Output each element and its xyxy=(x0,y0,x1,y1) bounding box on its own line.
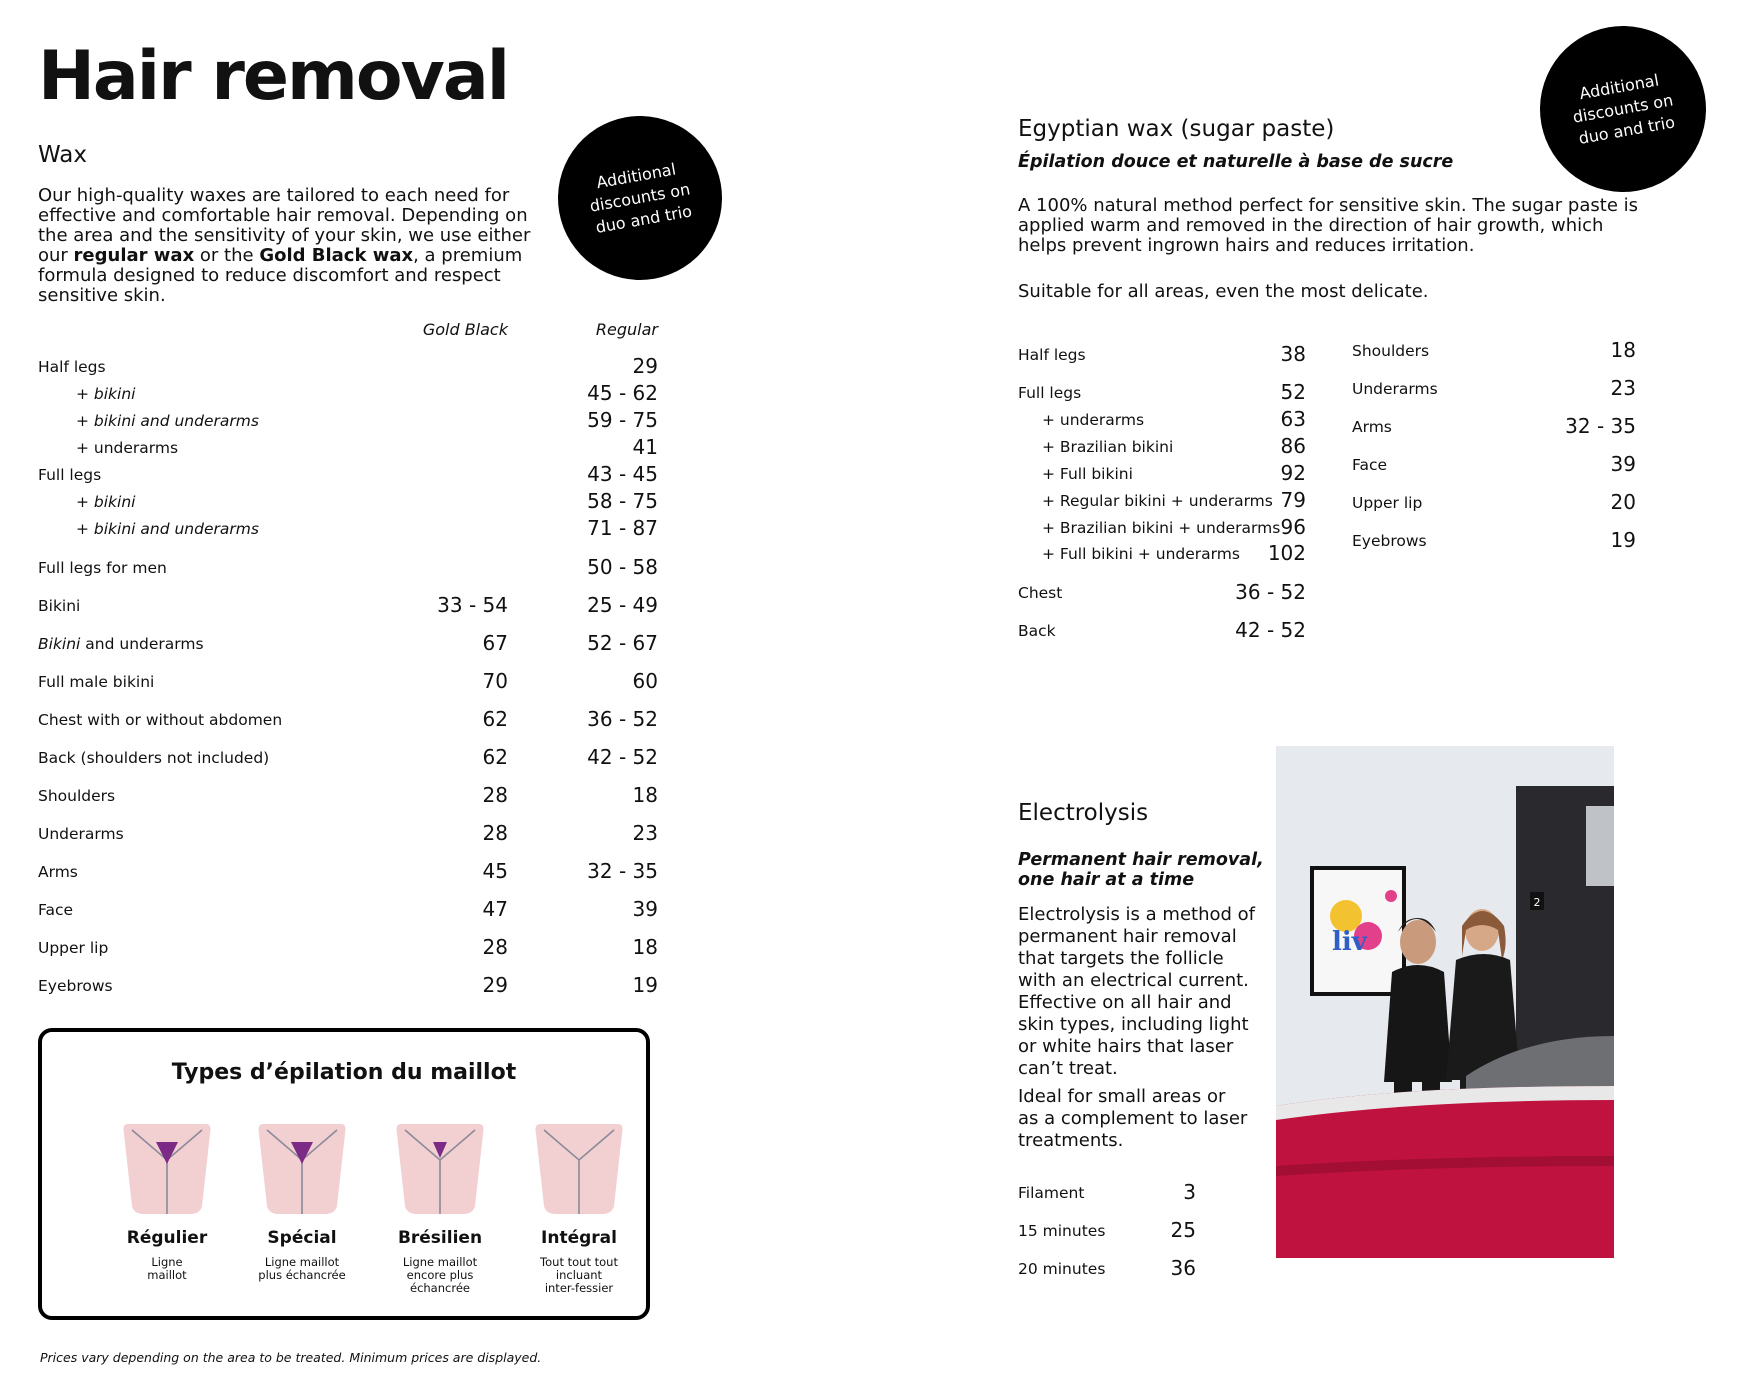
wax-row-label-italic: Bikini xyxy=(38,635,81,653)
bikini-type-name: Intégral xyxy=(541,1228,617,1248)
wax-row xyxy=(38,404,658,430)
bikini-desc-line: encore plus xyxy=(406,1268,474,1282)
wax-row-label: + bikini xyxy=(76,493,136,511)
wax-row-label: Face xyxy=(38,901,74,919)
regular-price: 52 - 67 xyxy=(587,631,658,655)
wax-row xyxy=(38,551,658,577)
wax-row xyxy=(38,377,658,403)
bikini-type-2 xyxy=(237,1120,367,1286)
bikini-desc-line: Ligne maillot xyxy=(402,1255,478,1269)
egyptian-row-price: 42 - 52 xyxy=(1235,618,1306,642)
egyptian-row-price: 63 xyxy=(1280,407,1306,431)
regular-price: 59 - 75 xyxy=(587,408,658,432)
wax-row xyxy=(38,589,658,615)
regular-price: 36 - 52 xyxy=(587,707,658,731)
bikini-diagram-icon xyxy=(120,1120,214,1216)
bikini-desc-line: inter-fessier xyxy=(544,1281,614,1295)
regular-price: 18 xyxy=(632,935,658,959)
egyptian-row-label: Half legs xyxy=(1018,346,1086,364)
egyptian-row-price: 86 xyxy=(1280,434,1306,458)
regular-price: 43 - 45 xyxy=(587,462,658,486)
price-footnote: Prices vary depending on the area to be treated. Minimum prices are displayed. xyxy=(40,1350,542,1365)
electrolysis-subtitle-line: one hair at a time xyxy=(1018,870,1195,890)
wax-row-label: Chest with or without abdomen xyxy=(38,711,283,729)
bikini-type-desc xyxy=(514,1255,644,1295)
wax-row-label: + underarms xyxy=(76,439,179,457)
regular-price: 23 xyxy=(632,821,658,845)
gold-black-price: 67 xyxy=(482,631,508,655)
wax-intro xyxy=(38,186,558,306)
regular-price: 41 xyxy=(632,435,658,459)
electrolysis-row-label: Filament xyxy=(1018,1184,1085,1202)
egyptian-row xyxy=(1018,457,1306,483)
regular-price: 39 xyxy=(632,897,658,921)
egyptian-row-label: + Regular bikini + underarms xyxy=(1042,492,1273,510)
egyptian-row-label: Eyebrows xyxy=(1352,532,1427,550)
regular-price: 58 - 75 xyxy=(587,489,658,513)
bikini-desc-line: Ligne maillot xyxy=(264,1255,340,1269)
wax-row xyxy=(38,741,658,767)
egyptian-row xyxy=(1018,403,1306,429)
bikini-diagram-icon xyxy=(532,1120,626,1216)
regular-price: 19 xyxy=(632,973,658,997)
gold-black-price: 28 xyxy=(482,935,508,959)
wax-row xyxy=(38,485,658,511)
bikini-type-desc xyxy=(102,1256,232,1286)
wax-row-label: + bikini xyxy=(76,385,136,403)
egyptian-row-price: 19 xyxy=(1610,528,1636,552)
egyptian-row xyxy=(1018,430,1306,456)
discount-badge-text: Additional discounts on duo and trio xyxy=(588,159,694,237)
electrolysis-description: Electrolysis is a method of permanent hair removal that targets the follicle with an electrical current. Effective on all hair and skin types, including light or white hairs that laser can’t treat. xyxy=(1018,904,1255,1079)
egyptian-row-label: Underarms xyxy=(1352,380,1438,398)
page-title: Hair removal xyxy=(38,37,509,116)
egyptian-row xyxy=(1352,334,1636,360)
egyptian-row xyxy=(1352,524,1636,550)
egyptian-row-label: + Brazilian bikini xyxy=(1042,438,1174,456)
regular-price: 45 - 62 xyxy=(587,381,658,405)
egyptian-heading: Egyptian wax (sugar paste) xyxy=(1018,116,1335,142)
salon-photo xyxy=(1276,746,1614,1258)
wax-row-label: Shoulders xyxy=(38,787,116,805)
egyptian-row-price: 52 xyxy=(1280,380,1306,404)
electrolysis-subtitle xyxy=(1018,850,1264,890)
bikini-diagram-icon xyxy=(393,1120,487,1216)
electrolysis-row-label: 20 minutes xyxy=(1018,1260,1106,1278)
regular-price: 32 - 35 xyxy=(587,859,658,883)
bikini-type-4 xyxy=(514,1120,644,1295)
gold-black-price: 29 xyxy=(482,973,508,997)
wax-row xyxy=(38,817,658,843)
egyptian-subtitle: Épilation douce et naturelle à base de sucre xyxy=(1018,152,1454,172)
regular-price: 60 xyxy=(632,669,658,693)
bikini-type-1 xyxy=(102,1120,232,1286)
gold-black-price: 33 - 54 xyxy=(437,593,508,617)
wax-row xyxy=(38,431,658,457)
bikini-types-title: Types d’épilation du maillot xyxy=(171,1060,517,1085)
salon-scene-illustration xyxy=(1276,746,1614,1258)
electrolysis-subtitle-line: Permanent hair removal, xyxy=(1018,850,1264,870)
bikini-types-box xyxy=(38,1028,650,1320)
egyptian-row-label: Face xyxy=(1352,456,1388,474)
bikini-desc-line: maillot xyxy=(147,1268,187,1282)
wax-row-label: Half legs xyxy=(38,358,106,376)
wax-row xyxy=(38,855,658,881)
egyptian-description: A 100% natural method perfect for sensitive skin. The sugar paste is applied warm and removed in the direction of hair growth, which helps prevent ingrown hairs and reduces irritation. xyxy=(1018,195,1638,256)
wax-row xyxy=(38,969,658,995)
gold-black-price: 28 xyxy=(482,783,508,807)
wax-row-label: Full male bikini xyxy=(38,673,155,691)
egyptian-row xyxy=(1352,372,1636,398)
wax-row-label: Underarms xyxy=(38,825,124,843)
egyptian-row-price: 32 - 35 xyxy=(1565,414,1636,438)
egyptian-row-label: Chest xyxy=(1018,584,1063,602)
wax-row xyxy=(38,931,658,957)
gold-black-price: 28 xyxy=(482,821,508,845)
wax-row xyxy=(38,350,658,376)
gold-black-price: 70 xyxy=(482,669,508,693)
egyptian-row xyxy=(1018,484,1306,510)
egyptian-row xyxy=(1018,376,1306,402)
egyptian-row xyxy=(1018,338,1306,364)
egyptian-row-price: 20 xyxy=(1610,490,1636,514)
bikini-type-3 xyxy=(375,1120,505,1295)
egyptian-row-label: Upper lip xyxy=(1352,494,1423,512)
wax-intro-part: Our high-quality waxes are tailored to each need for effective and comfortable hair removal. Depending on the area and the sensitivity of your skin, we use either our xyxy=(38,185,531,266)
regular-price: 25 - 49 xyxy=(587,593,658,617)
wax-row-label: Arms xyxy=(38,863,78,881)
wax-row xyxy=(38,458,658,484)
egyptian-suitable: Suitable for all areas, even the most delicate. xyxy=(1018,281,1429,302)
egyptian-row-label: + underarms xyxy=(1042,411,1145,429)
egyptian-row-price: 18 xyxy=(1610,338,1636,362)
col-header-regular: Regular xyxy=(595,320,658,339)
poster-logo: liv xyxy=(1332,927,1367,957)
egyptian-row-price: 102 xyxy=(1267,541,1306,565)
bikini-type-name: Brésilien xyxy=(397,1228,483,1248)
wax-row-label: Full legs xyxy=(38,466,102,484)
egyptian-row-price: 23 xyxy=(1610,376,1636,400)
egyptian-row-label: Back xyxy=(1018,622,1056,640)
egyptian-row-label: Shoulders xyxy=(1352,342,1430,360)
egyptian-row xyxy=(1018,576,1306,602)
egyptian-row-label: + Full bikini xyxy=(1042,465,1133,483)
wax-row xyxy=(38,627,658,653)
wax-row-label: Bikini xyxy=(38,597,81,615)
gold-black-wax-label: Gold Black wax xyxy=(259,245,414,266)
bikini-desc-line: Tout tout tout xyxy=(540,1255,618,1269)
electrolysis-row-price: 36 xyxy=(1170,1256,1196,1280)
egyptian-row xyxy=(1352,410,1636,436)
electrolysis-row xyxy=(1018,1176,1196,1202)
discount-badge-egyptian xyxy=(1527,13,1719,205)
wax-row-label-rest: and underarms xyxy=(80,635,204,653)
regular-price: 50 - 58 xyxy=(587,555,658,579)
wax-row xyxy=(38,665,658,691)
egyptian-row xyxy=(1018,511,1306,537)
wax-heading: Wax xyxy=(38,142,87,168)
gold-black-price: 62 xyxy=(482,707,508,731)
wax-intro-part: , a premium formula designed to reduce discomfort and respect sensitive skin. xyxy=(38,245,523,306)
discount-badge-wax xyxy=(545,103,735,293)
gold-black-price: 47 xyxy=(482,897,508,921)
regular-price: 29 xyxy=(632,354,658,378)
electrolysis-heading: Electrolysis xyxy=(1018,800,1149,826)
col-header-gold-black: Gold Black xyxy=(422,320,508,339)
egyptian-row xyxy=(1018,614,1306,640)
bikini-type-desc xyxy=(237,1256,367,1286)
egyptian-row-label: Arms xyxy=(1352,418,1392,436)
gold-black-price: 45 xyxy=(482,859,508,883)
regular-price: 42 - 52 xyxy=(587,745,658,769)
door-number: 2 xyxy=(1533,896,1541,909)
egyptian-row-price: 38 xyxy=(1280,342,1306,366)
wax-row xyxy=(38,703,658,729)
egyptian-row xyxy=(1352,486,1636,512)
regular-wax-label: regular wax xyxy=(73,245,195,266)
regular-price: 18 xyxy=(632,783,658,807)
wax-row-label xyxy=(38,635,204,653)
egyptian-row xyxy=(1352,448,1636,474)
wax-row-label: Full legs for men xyxy=(38,559,167,577)
wax-row-label: Upper lip xyxy=(38,939,109,957)
egyptian-row-price: 39 xyxy=(1610,452,1636,476)
wax-row-label: Eyebrows xyxy=(38,977,113,995)
bikini-type-name: Spécial xyxy=(267,1228,337,1248)
wax-row-label: Back (shoulders not included) xyxy=(38,749,270,767)
bikini-desc-line: Ligne xyxy=(151,1255,183,1269)
wax-row-label: + bikini and underarms xyxy=(76,412,259,430)
wax-row xyxy=(38,893,658,919)
wax-row xyxy=(38,779,658,805)
bikini-type-desc xyxy=(375,1255,505,1295)
electrolysis-ideal: Ideal for small areas or as a complement to laser treatments. xyxy=(1018,1086,1248,1151)
regular-price: 71 - 87 xyxy=(587,516,658,540)
bikini-desc-line: incluant xyxy=(555,1268,603,1282)
wax-intro-part: or the xyxy=(194,245,260,266)
egyptian-row-label: Full legs xyxy=(1018,384,1082,402)
wax-row-label: + bikini and underarms xyxy=(76,520,259,538)
electrolysis-row xyxy=(1018,1214,1196,1240)
bikini-desc-line: échancrée xyxy=(410,1281,470,1295)
bikini-type-name: Régulier xyxy=(126,1228,208,1248)
electrolysis-row-price: 3 xyxy=(1183,1180,1196,1204)
gold-black-price: 62 xyxy=(482,745,508,769)
egyptian-row-price: 36 - 52 xyxy=(1235,580,1306,604)
egyptian-row-price: 79 xyxy=(1280,488,1306,512)
discount-badge-text: Additional discounts on duo and trio xyxy=(1571,70,1677,148)
electrolysis-row-label: 15 minutes xyxy=(1018,1222,1106,1240)
electrolysis-row-price: 25 xyxy=(1170,1218,1196,1242)
wax-row xyxy=(38,512,658,538)
egyptian-row-price: 92 xyxy=(1280,461,1306,485)
egyptian-row xyxy=(1018,537,1306,563)
egyptian-row-label: + Brazilian bikini + underarms xyxy=(1042,519,1281,537)
bikini-desc-line: plus échancrée xyxy=(258,1268,346,1282)
bikini-diagram-icon xyxy=(255,1120,349,1216)
electrolysis-row xyxy=(1018,1252,1196,1278)
egyptian-row-price: 96 xyxy=(1280,515,1306,539)
egyptian-row-label: + Full bikini + underarms xyxy=(1042,545,1240,563)
